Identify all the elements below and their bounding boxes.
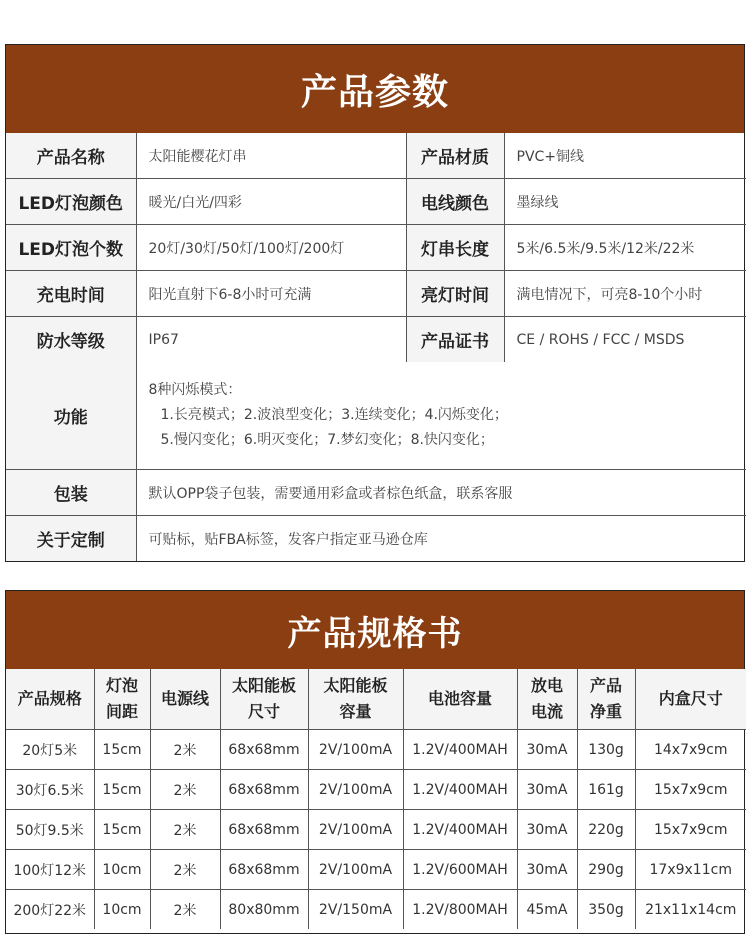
spec-cell: 2米 (150, 850, 220, 890)
spec-cell: 2米 (150, 730, 220, 770)
spec-row (6, 730, 746, 770)
spec-cell: 21x11x14cm (635, 890, 746, 930)
spec-cell: 2V/100mA (308, 810, 403, 850)
spec-cell: 30灯6.5米 (6, 770, 94, 810)
spec-cell: 350g (577, 890, 635, 930)
spec-table (6, 669, 746, 929)
function-label: 功能 (6, 362, 136, 470)
param-label: 产品材质 (406, 133, 504, 179)
packaging-value: 默认OPP袋子包装，需要通用彩盒或者棕色纸盒，联系客服 (136, 470, 746, 516)
spec-header-cell (6, 669, 94, 730)
spec-row (6, 770, 746, 810)
packaging-label: 包装 (6, 470, 136, 516)
spec-header-cell (308, 669, 403, 730)
params-title: 产品参数 (6, 45, 744, 133)
spec-header-line: 放电 (530, 676, 563, 695)
spec-header-cell (403, 669, 517, 730)
spec-cell: 200灯22米 (6, 890, 94, 930)
spec-header-line: 产品规格 (17, 689, 82, 708)
spec-section (5, 590, 745, 934)
param-value: IP67 (136, 317, 406, 363)
spec-cell: 130g (577, 730, 635, 770)
param-label: LED灯泡颜色 (6, 179, 136, 225)
spec-title: 产品规格书 (6, 591, 744, 669)
params-section (5, 44, 745, 562)
param-label: 产品证书 (406, 317, 504, 363)
spec-cell: 68x68mm (220, 770, 308, 810)
param-value: 20灯/30灯/50灯/100灯/200灯 (136, 225, 406, 271)
function-line: 5.慢闪变化；6.明灭变化；7.梦幻变化；8.快闪变化； (160, 432, 494, 448)
spec-cell: 30mA (517, 770, 577, 810)
spec-cell: 10cm (94, 890, 150, 930)
custom-row (6, 516, 746, 562)
spec-header-line: 灯泡 (105, 676, 138, 695)
spec-cell: 10cm (94, 850, 150, 890)
spec-cell: 220g (577, 810, 635, 850)
spec-header-cell (150, 669, 220, 730)
spec-cell: 161g (577, 770, 635, 810)
param-value: 暖光/白光/四彩 (136, 179, 406, 225)
spec-cell: 1.2V/600MAH (403, 850, 517, 890)
spec-header-line: 内盒尺寸 (658, 689, 723, 708)
spec-row (6, 810, 746, 850)
spec-cell: 2米 (150, 810, 220, 850)
packaging-row (6, 470, 746, 516)
spec-header-line: 电流 (530, 702, 563, 721)
spec-header-cell (635, 669, 746, 730)
spec-header-line: 间距 (105, 702, 138, 721)
spec-cell: 15x7x9cm (635, 770, 746, 810)
function-line: 1.长亮模式；2.波浪型变化；3.连续变化；4.闪烁变化； (160, 407, 508, 423)
param-label: 产品名称 (6, 133, 136, 179)
spec-cell: 2米 (150, 770, 220, 810)
spec-cell: 30mA (517, 810, 577, 850)
param-value: PVC+铜线 (504, 133, 746, 179)
spec-header-line: 电源线 (160, 689, 209, 708)
param-label: 充电时间 (6, 271, 136, 317)
spec-cell: 2V/100mA (308, 730, 403, 770)
spec-cell: 45mA (517, 890, 577, 930)
spec-cell: 17x9x11cm (635, 850, 746, 890)
spec-header-cell (517, 669, 577, 730)
spec-header-line: 尺寸 (247, 702, 280, 721)
spec-cell: 1.2V/400MAH (403, 810, 517, 850)
param-value: CE / ROHS / FCC / MSDS (504, 317, 746, 363)
function-line: 8种闪烁模式： (148, 382, 242, 398)
custom-value: 可贴标，贴FBA标签，发客户指定亚马逊仓库 (136, 516, 746, 562)
params-row (6, 225, 746, 271)
param-value: 5米/6.5米/9.5米/12米/22米 (504, 225, 746, 271)
spec-cell: 15cm (94, 810, 150, 850)
custom-label: 关于定制 (6, 516, 136, 562)
params-row (6, 179, 746, 225)
spec-cell: 1.2V/800MAH (403, 890, 517, 930)
spec-row (6, 890, 746, 930)
spec-header-line: 产品 (589, 676, 622, 695)
spec-header-cell (220, 669, 308, 730)
spec-header-line: 太阳能板 (323, 676, 388, 695)
params-row (6, 133, 746, 179)
spec-cell: 68x68mm (220, 730, 308, 770)
spec-cell: 30mA (517, 730, 577, 770)
param-value: 满电情况下，可亮8-10个小时 (504, 271, 746, 317)
spec-header-row (6, 669, 746, 730)
spec-cell: 2V/150mA (308, 890, 403, 930)
spec-cell: 15cm (94, 730, 150, 770)
spec-header-line: 容量 (339, 702, 372, 721)
spec-cell: 2米 (150, 890, 220, 930)
spec-cell: 20灯5米 (6, 730, 94, 770)
spec-cell: 1.2V/400MAH (403, 770, 517, 810)
params-row (6, 317, 746, 363)
param-label: 防水等级 (6, 317, 136, 363)
spec-cell: 15x7x9cm (635, 810, 746, 850)
param-label: LED灯泡个数 (6, 225, 136, 271)
spec-header-line: 净重 (589, 702, 622, 721)
param-value: 阳光直射下6-8小时可充满 (136, 271, 406, 317)
spec-cell: 68x68mm (220, 850, 308, 890)
param-label: 亮灯时间 (406, 271, 504, 317)
spec-header-cell (94, 669, 150, 730)
param-value: 墨绿线 (504, 179, 746, 225)
spec-cell: 2V/100mA (308, 770, 403, 810)
spec-cell: 30mA (517, 850, 577, 890)
spec-header-line: 电池容量 (427, 689, 492, 708)
spec-cell: 68x68mm (220, 810, 308, 850)
params-row (6, 271, 746, 317)
spec-header-line: 太阳能板 (231, 676, 296, 695)
spec-cell: 100灯12米 (6, 850, 94, 890)
param-label: 灯串长度 (406, 225, 504, 271)
spec-header-cell (577, 669, 635, 730)
spec-cell: 1.2V/400MAH (403, 730, 517, 770)
spec-cell: 15cm (94, 770, 150, 810)
function-value (136, 362, 746, 470)
param-label: 电线颜色 (406, 179, 504, 225)
spec-row (6, 850, 746, 890)
params-table (6, 133, 746, 561)
spec-cell: 290g (577, 850, 635, 890)
spec-cell: 2V/100mA (308, 850, 403, 890)
spec-cell: 50灯9.5米 (6, 810, 94, 850)
spec-cell: 14x7x9cm (635, 730, 746, 770)
spec-cell: 80x80mm (220, 890, 308, 930)
function-row (6, 362, 746, 470)
param-value: 太阳能樱花灯串 (136, 133, 406, 179)
